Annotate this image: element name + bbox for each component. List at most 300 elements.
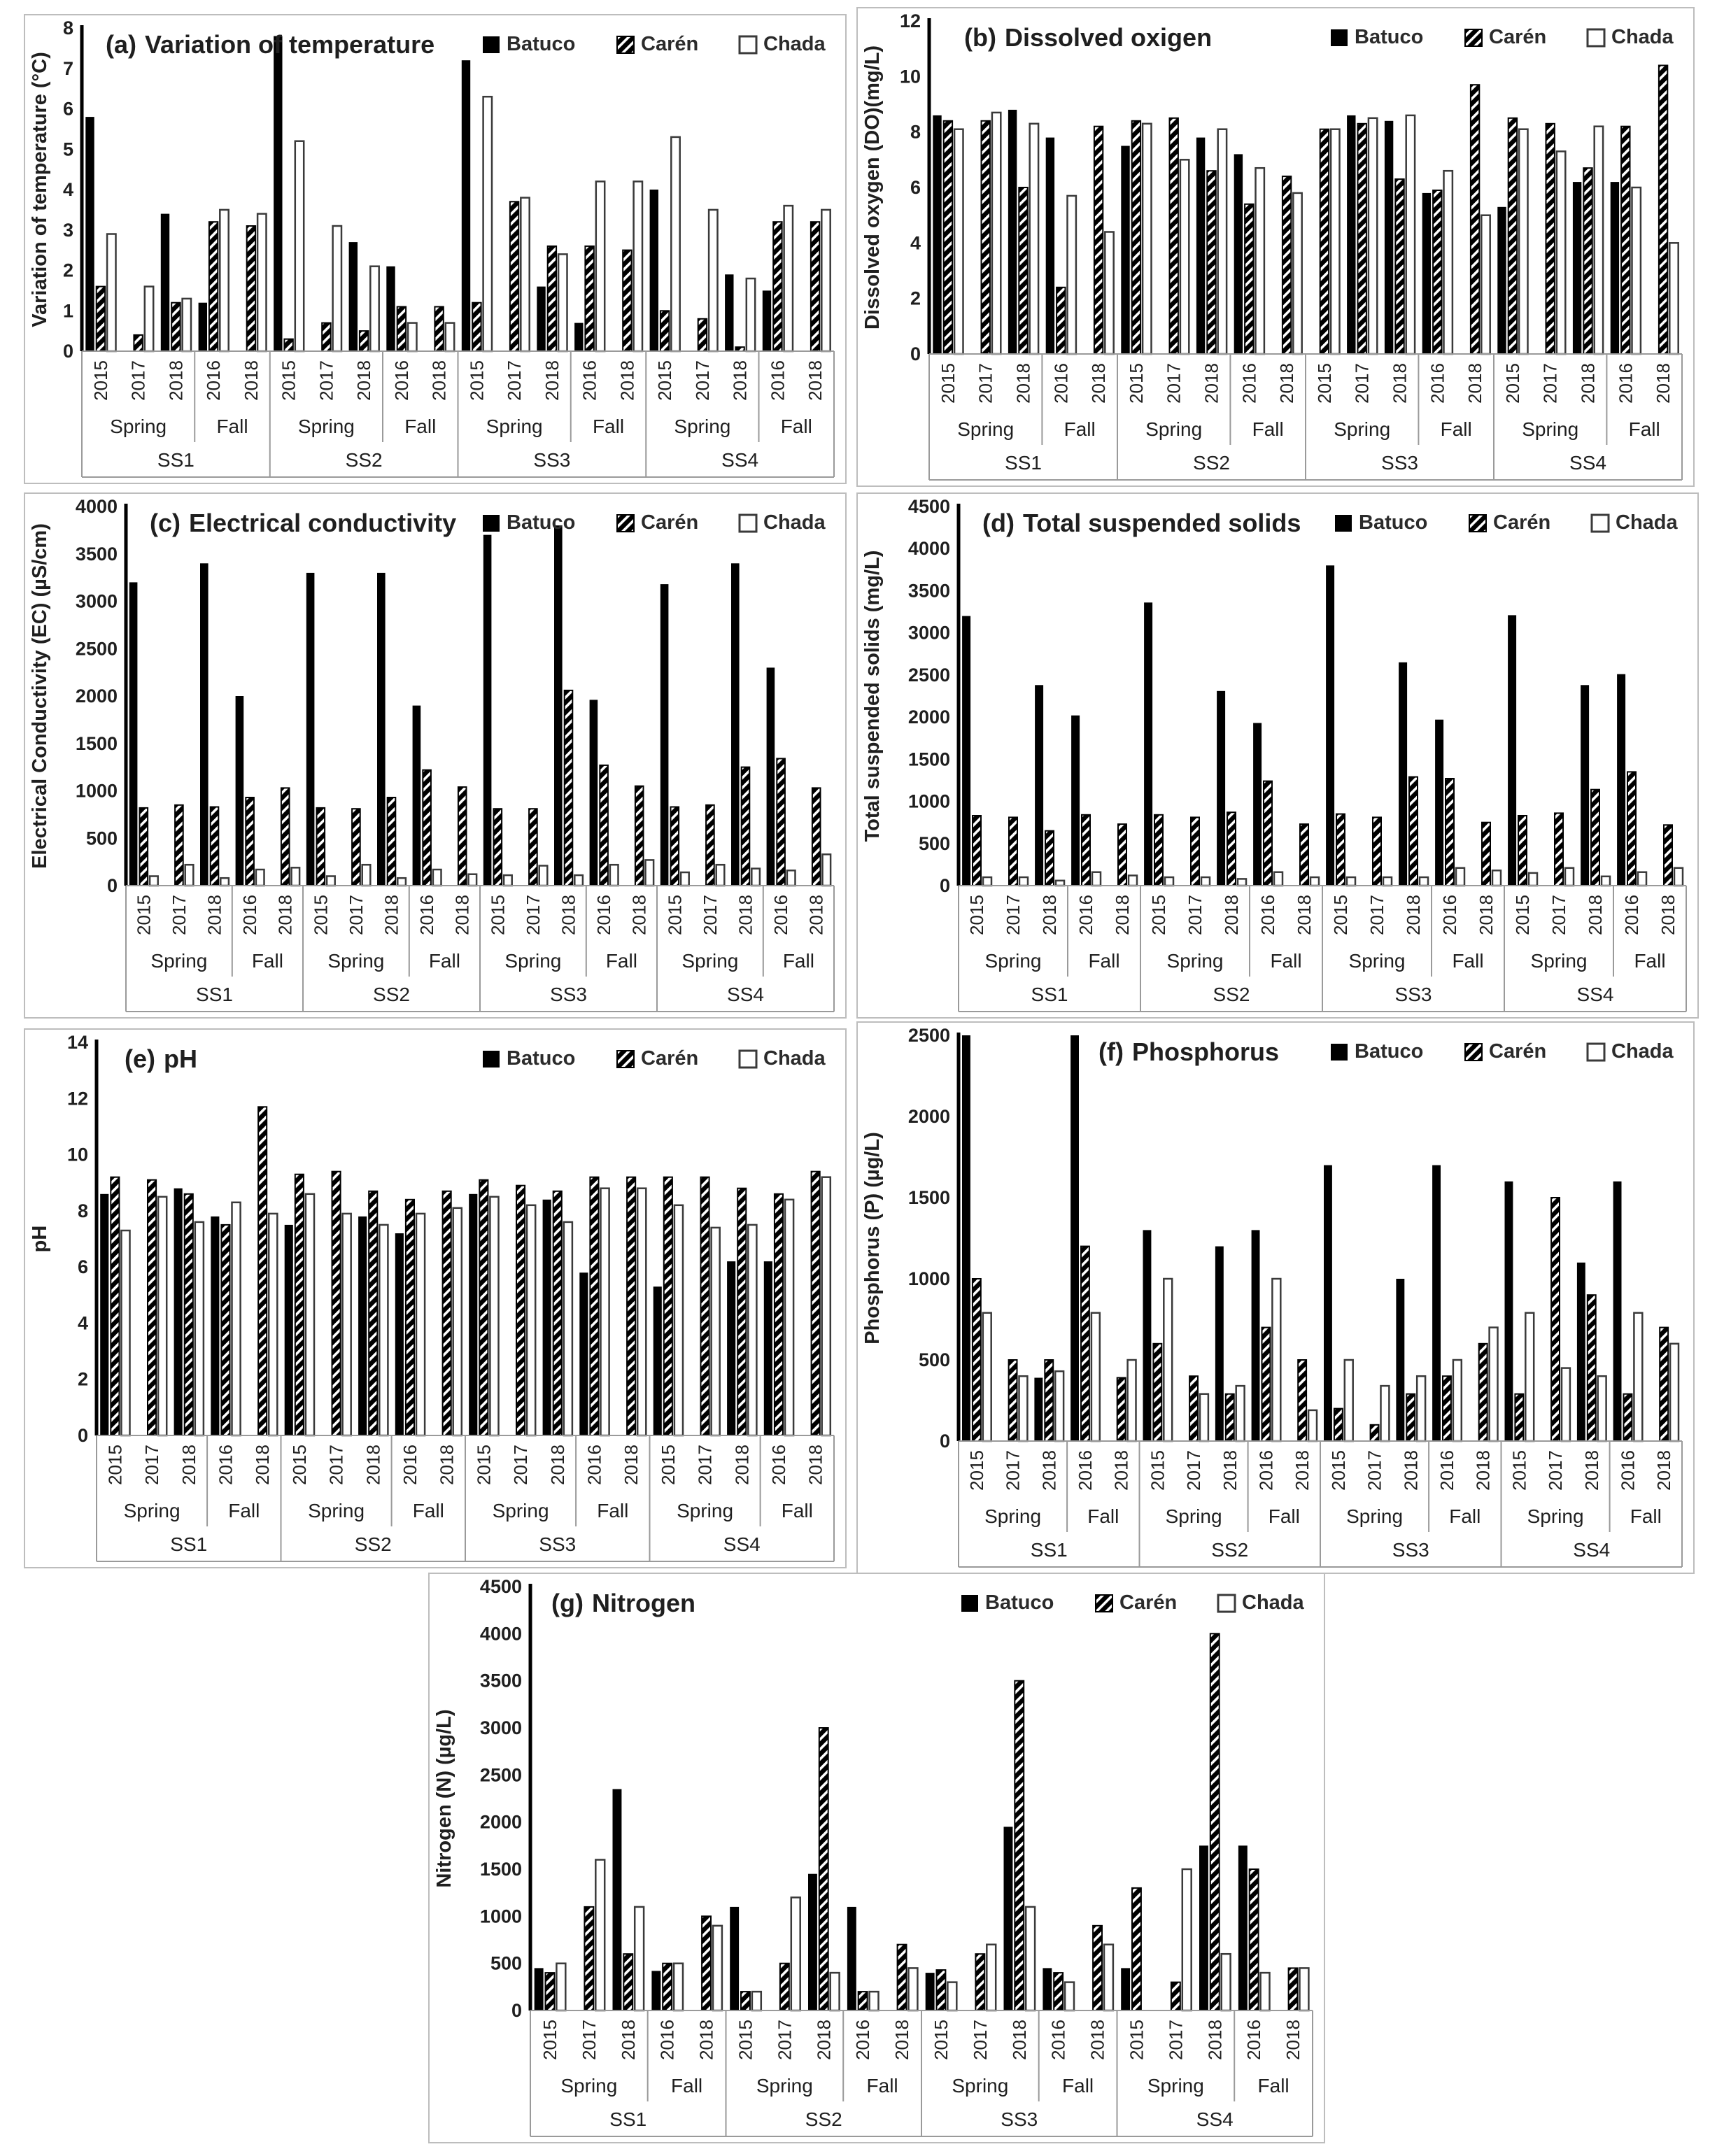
x-season-label: Fall <box>251 950 283 972</box>
x-season-label: Spring <box>1527 1505 1584 1527</box>
bar <box>773 222 782 351</box>
bar <box>1674 868 1683 886</box>
bar <box>847 1907 856 2010</box>
bar <box>926 1973 935 2010</box>
bar <box>521 198 529 351</box>
bar <box>161 214 169 351</box>
bar <box>306 1194 314 1435</box>
bar <box>565 690 573 886</box>
bar <box>747 278 755 351</box>
y-axis-title: Nitrogen (N) (µg/L) <box>433 1709 455 1888</box>
bar <box>462 60 470 351</box>
bar <box>1588 1295 1596 1441</box>
bar <box>1621 127 1630 354</box>
bar <box>674 1205 683 1435</box>
bar <box>1381 1386 1390 1441</box>
x-site-label: SS2 <box>354 1533 392 1555</box>
bar <box>1182 1869 1192 2010</box>
x-site-label: SS4 <box>727 984 764 1005</box>
bar <box>349 242 358 351</box>
bar <box>1026 1907 1035 2010</box>
x-year-label: 2016 <box>1615 363 1637 404</box>
x-year-label: 2018 <box>1403 895 1424 935</box>
x-year-label: 2018 <box>1577 363 1599 404</box>
y-tick-label: 4500 <box>479 1576 522 1597</box>
y-tick-label: 0 <box>106 875 118 896</box>
bar <box>1045 831 1054 886</box>
bar <box>1008 110 1017 354</box>
bar <box>327 877 335 886</box>
bar <box>107 234 115 352</box>
bar <box>983 877 991 886</box>
panel-g-nitrogen <box>428 1573 1325 2143</box>
x-site-label: SS2 <box>805 2108 842 2130</box>
x-year-label: 2015 <box>966 1450 987 1491</box>
bar <box>1557 151 1565 354</box>
x-year-label: 2015 <box>930 2020 952 2060</box>
y-tick-label: 0 <box>62 341 73 362</box>
x-year-label: 2017 <box>1185 895 1206 935</box>
panel-title: (a) Variation of temperature <box>106 30 435 59</box>
y-tick-label: 4 <box>62 179 73 200</box>
bar <box>1565 868 1574 886</box>
bar <box>909 1968 918 2010</box>
bar <box>284 339 292 351</box>
y-tick-label: 500 <box>918 832 950 854</box>
x-year-label: 2017 <box>691 360 713 401</box>
x-year-label: 2015 <box>1330 895 1351 935</box>
bar <box>764 1261 772 1435</box>
x-year-label: 2018 <box>1204 2020 1226 2060</box>
bar <box>777 758 785 886</box>
legend-swatch-chada <box>1588 29 1604 46</box>
x-season-label: Spring <box>984 950 1042 972</box>
bar <box>539 866 548 886</box>
x-year-label: 2015 <box>1147 1450 1168 1491</box>
x-site-label: SS2 <box>373 984 410 1005</box>
y-tick-label: 12 <box>66 1088 88 1109</box>
category-table <box>530 2010 1313 2136</box>
bar <box>1252 1230 1260 1441</box>
x-season-label: Spring <box>327 950 385 972</box>
bar <box>543 1200 551 1435</box>
x-season-label: Fall <box>404 416 437 437</box>
bar <box>1409 777 1418 886</box>
x-season-label: Spring <box>756 2075 813 2097</box>
bar <box>1054 1973 1063 2010</box>
x-season-label: Spring <box>123 1500 181 1522</box>
bar <box>731 563 740 886</box>
x-year-label: 2018 <box>1201 363 1222 404</box>
bar <box>377 573 386 886</box>
x-year-label: 2018 <box>1088 363 1110 404</box>
bar <box>1515 1394 1523 1441</box>
bar <box>595 1860 605 2011</box>
legend-swatch-carén <box>1465 29 1482 46</box>
x-season-label: Fall <box>412 1500 444 1522</box>
bar <box>256 870 264 886</box>
bar <box>1659 66 1667 355</box>
bar <box>322 323 330 351</box>
legend-label: Carén <box>1489 1040 1547 1063</box>
bar <box>1082 815 1090 886</box>
bar <box>558 254 567 351</box>
bar <box>634 181 642 351</box>
x-season-label: Spring <box>297 416 355 437</box>
bar <box>1562 1368 1570 1441</box>
legend-label: Carén <box>1493 511 1551 534</box>
bar <box>737 1189 746 1435</box>
legend-label: Chada <box>1242 1591 1304 1614</box>
bar <box>623 1954 633 2010</box>
bar <box>1068 196 1076 354</box>
y-axis-title: pH <box>29 1225 51 1253</box>
legend-label: Batuco <box>1355 26 1424 48</box>
x-year-label: 2017 <box>1351 363 1373 404</box>
x-site-label: SS4 <box>1196 2108 1234 2130</box>
bar <box>1035 685 1043 886</box>
bar <box>1071 716 1080 886</box>
legend-label: Carén <box>641 511 699 534</box>
bar <box>763 290 771 351</box>
legend <box>961 1591 1305 1614</box>
x-year-label: 2015 <box>966 895 987 935</box>
bar <box>1420 877 1428 886</box>
x-season-label: Spring <box>486 416 543 437</box>
y-tick-label: 6 <box>77 1256 88 1278</box>
bar <box>472 303 481 351</box>
x-season-label: Spring <box>952 2075 1009 2097</box>
bar <box>973 816 981 886</box>
y-tick-label: 1 <box>62 300 73 322</box>
chart-c <box>25 494 845 1017</box>
legend-label: Batuco <box>1355 1040 1424 1063</box>
x-year-label: 2016 <box>1047 2020 1069 2060</box>
y-tick-label: 1500 <box>479 1859 522 1880</box>
bar <box>1234 154 1243 354</box>
bar <box>937 1970 946 2010</box>
bar <box>674 1964 683 2010</box>
x-season-label: Fall <box>1268 1505 1300 1527</box>
y-tick-label: 5 <box>62 139 73 160</box>
bar <box>443 1191 451 1435</box>
bar <box>671 137 679 351</box>
bar <box>1529 873 1537 886</box>
legend-swatch-carén <box>617 1051 634 1068</box>
bar <box>982 121 990 354</box>
bar <box>1143 124 1151 354</box>
x-site-label: SS4 <box>723 1533 761 1555</box>
y-axis-title: Electrical Conductivity (EC) (µS/cm) <box>29 523 51 869</box>
y-tick-label: 8 <box>62 17 73 38</box>
legend <box>1335 511 1679 534</box>
x-year-label: 2015 <box>1512 895 1533 935</box>
bar <box>663 1964 672 2010</box>
bar <box>211 807 219 886</box>
bar <box>1180 159 1189 354</box>
x-site-label: SS3 <box>1001 2108 1038 2130</box>
bar <box>1660 1328 1668 1441</box>
x-year-label: 2015 <box>1148 895 1169 935</box>
bar <box>199 303 207 351</box>
x-year-label: 2018 <box>735 895 756 935</box>
bar <box>748 1225 756 1435</box>
x-year-label: 2018 <box>541 360 563 401</box>
bar <box>490 1197 498 1435</box>
x-year-label: 2015 <box>1501 363 1523 404</box>
bar <box>1154 815 1163 886</box>
y-tick-label: 8 <box>910 121 921 143</box>
x-year-label: 2017 <box>1002 1450 1024 1491</box>
bar <box>898 1945 907 2010</box>
bar <box>171 303 180 351</box>
bar <box>1347 115 1355 354</box>
bar <box>787 870 796 886</box>
bar <box>453 1208 462 1435</box>
x-season-label: Fall <box>1449 1505 1481 1527</box>
bar <box>1092 872 1101 886</box>
x-site-label: SS2 <box>1211 1539 1249 1561</box>
bar <box>1497 207 1506 354</box>
chart-d <box>858 494 1697 1017</box>
legend-swatch-carén <box>617 36 634 53</box>
bar <box>1583 168 1592 354</box>
bar <box>295 1175 304 1435</box>
bar <box>1094 127 1103 354</box>
bar <box>1298 1360 1306 1441</box>
x-year-label: 2017 <box>1539 363 1561 404</box>
x-year-label: 2018 <box>1653 363 1674 404</box>
bar <box>100 1194 108 1435</box>
bar <box>129 582 138 886</box>
x-year-label: 2015 <box>278 360 299 401</box>
bar <box>1456 868 1464 886</box>
y-tick-label: 1000 <box>907 1268 950 1289</box>
bar <box>1525 1313 1534 1441</box>
chart-f <box>858 1023 1693 1573</box>
bar <box>1019 187 1027 354</box>
bar <box>257 214 266 351</box>
x-year-label: 2015 <box>473 1445 495 1485</box>
panel-d-total-suspended-solids <box>856 492 1699 1019</box>
x-year-label: 2017 <box>969 2020 991 2060</box>
bar <box>574 875 583 886</box>
bar <box>1373 817 1381 886</box>
legend-swatch-batuco <box>1335 515 1352 532</box>
bar <box>1310 877 1319 886</box>
x-year-label: 2018 <box>451 895 473 935</box>
bar <box>479 1180 488 1435</box>
y-tick-label: 500 <box>918 1349 950 1370</box>
x-season-label: Spring <box>957 418 1015 440</box>
bar <box>954 129 963 354</box>
y-tick-label: 4 <box>910 232 921 254</box>
y-tick-label: 2500 <box>907 1025 950 1046</box>
bar <box>200 563 209 886</box>
x-year-label: 2018 <box>1476 895 1497 935</box>
bar <box>434 307 443 352</box>
bar <box>870 1992 879 2010</box>
bar <box>574 323 583 351</box>
bar <box>423 770 431 886</box>
y-tick-label: 4500 <box>907 496 950 517</box>
x-year-label: 2015 <box>1126 2020 1147 2060</box>
x-season-label: Fall <box>1062 2075 1094 2097</box>
panel-a-variation-of-temperature <box>24 14 847 484</box>
x-season-label: Spring <box>150 950 208 972</box>
x-year-label: 2018 <box>616 360 638 401</box>
bar <box>1396 1279 1404 1441</box>
bar <box>702 1916 711 2010</box>
y-axis-title: Phosphorus (P) (µg/L) <box>861 1132 884 1345</box>
bar <box>709 210 717 351</box>
x-year-label: 2017 <box>127 360 149 401</box>
legend-label: Chada <box>763 1047 826 1070</box>
bar <box>1326 565 1334 886</box>
bar <box>1091 1313 1100 1441</box>
bar <box>1201 877 1210 886</box>
y-tick-label: 0 <box>511 2000 522 2021</box>
bar <box>660 584 669 886</box>
legend-label: Chada <box>1611 26 1674 48</box>
bar <box>819 1728 828 2010</box>
bar <box>751 869 760 886</box>
bar <box>150 877 158 886</box>
x-year-label: 2018 <box>204 895 225 935</box>
bar <box>370 267 379 351</box>
y-tick-label: 3000 <box>479 1717 522 1738</box>
x-season-label: Spring <box>1165 1505 1222 1527</box>
bar <box>1602 877 1610 886</box>
y-tick-label: 4000 <box>75 496 118 517</box>
y-tick-label: 0 <box>939 875 950 896</box>
bar <box>397 878 406 886</box>
x-year-label: 2018 <box>1292 1450 1313 1491</box>
bar <box>285 1225 293 1435</box>
bar <box>469 874 477 886</box>
bar <box>623 250 631 351</box>
bar <box>1505 1182 1513 1441</box>
x-year-label: 2017 <box>510 1445 532 1485</box>
x-year-label: 2018 <box>1221 895 1242 935</box>
y-tick-label: 2500 <box>907 664 950 686</box>
bar <box>1264 781 1272 886</box>
bar <box>1165 877 1173 886</box>
bar <box>635 786 644 886</box>
bar <box>962 616 970 886</box>
legend-swatch-carén <box>1096 1595 1112 1612</box>
x-site-label: SS1 <box>609 2108 647 2130</box>
bar <box>812 1172 820 1435</box>
bar <box>246 797 254 886</box>
x-site-label: SS3 <box>539 1533 577 1555</box>
bar <box>111 1177 119 1435</box>
bar <box>1015 1681 1024 2010</box>
bar <box>1573 182 1581 354</box>
legend <box>1331 26 1674 48</box>
x-year-label: 2018 <box>1008 2020 1030 2060</box>
bar <box>600 765 608 886</box>
x-year-label: 2017 <box>1003 895 1024 935</box>
bar <box>1324 1165 1332 1441</box>
y-tick-label: 4 <box>77 1312 88 1334</box>
legend-label: Batuco <box>507 511 576 534</box>
x-year-label: 2015 <box>90 360 111 401</box>
chart-a <box>25 15 845 483</box>
bar <box>292 867 300 886</box>
y-tick-label: 3 <box>62 219 73 241</box>
y-tick-label: 0 <box>77 1425 88 1446</box>
bar <box>529 809 537 886</box>
bar <box>1070 1035 1079 1441</box>
bar <box>727 1261 735 1435</box>
x-year-label: 2016 <box>579 360 600 401</box>
y-tick-label: 3500 <box>75 543 118 565</box>
x-season-label: Fall <box>216 416 248 437</box>
bar <box>1104 1945 1113 2010</box>
y-tick-label: 1500 <box>907 749 950 770</box>
bar <box>1508 118 1517 354</box>
bar <box>1406 1394 1415 1441</box>
bar <box>713 1926 722 2010</box>
bar <box>812 788 821 886</box>
bar <box>209 222 218 351</box>
bar <box>527 1205 535 1435</box>
x-year-label: 2015 <box>1508 1450 1530 1491</box>
x-season-label: Fall <box>671 2075 703 2097</box>
bar <box>1443 1376 1451 1441</box>
bar <box>1222 1954 1231 2010</box>
bar <box>183 299 191 351</box>
chart-b <box>858 8 1693 485</box>
x-year-label: 2018 <box>1472 1450 1494 1491</box>
bar <box>584 1907 593 2010</box>
x-site-label: SS1 <box>170 1533 208 1555</box>
x-season-label: Spring <box>677 1500 734 1522</box>
x-season-label: Spring <box>1348 950 1406 972</box>
bar <box>1435 720 1443 886</box>
x-year-label: 2017 <box>1163 363 1185 404</box>
x-site-label: SS1 <box>1031 984 1068 1005</box>
x-year-label: 2015 <box>654 360 676 401</box>
bar <box>1215 1247 1224 1441</box>
bar <box>1347 877 1355 886</box>
bar <box>397 307 406 352</box>
bar <box>362 865 371 886</box>
bar <box>712 1228 720 1435</box>
y-axis-title: Dissolved oxygen (DO)(mg/L) <box>861 45 884 330</box>
bar <box>590 1177 598 1435</box>
bar <box>332 1172 341 1435</box>
bar <box>1632 187 1641 354</box>
bar <box>1613 1182 1622 1441</box>
y-tick-label: 2000 <box>479 1811 522 1833</box>
y-tick-label: 1500 <box>907 1187 950 1208</box>
x-year-label: 2016 <box>203 360 225 401</box>
x-year-label: 2018 <box>729 360 751 401</box>
x-year-label: 2018 <box>628 895 650 935</box>
bar <box>1308 1410 1317 1441</box>
legend-label: Chada <box>763 33 826 55</box>
x-year-label: 2016 <box>584 1445 605 1485</box>
x-season-label: Spring <box>1334 418 1391 440</box>
bar <box>1490 1328 1498 1441</box>
bar <box>1238 879 1246 886</box>
x-year-label: 2016 <box>1238 363 1260 404</box>
bar <box>1261 1973 1270 2010</box>
bar <box>548 246 556 351</box>
bar <box>725 274 733 351</box>
